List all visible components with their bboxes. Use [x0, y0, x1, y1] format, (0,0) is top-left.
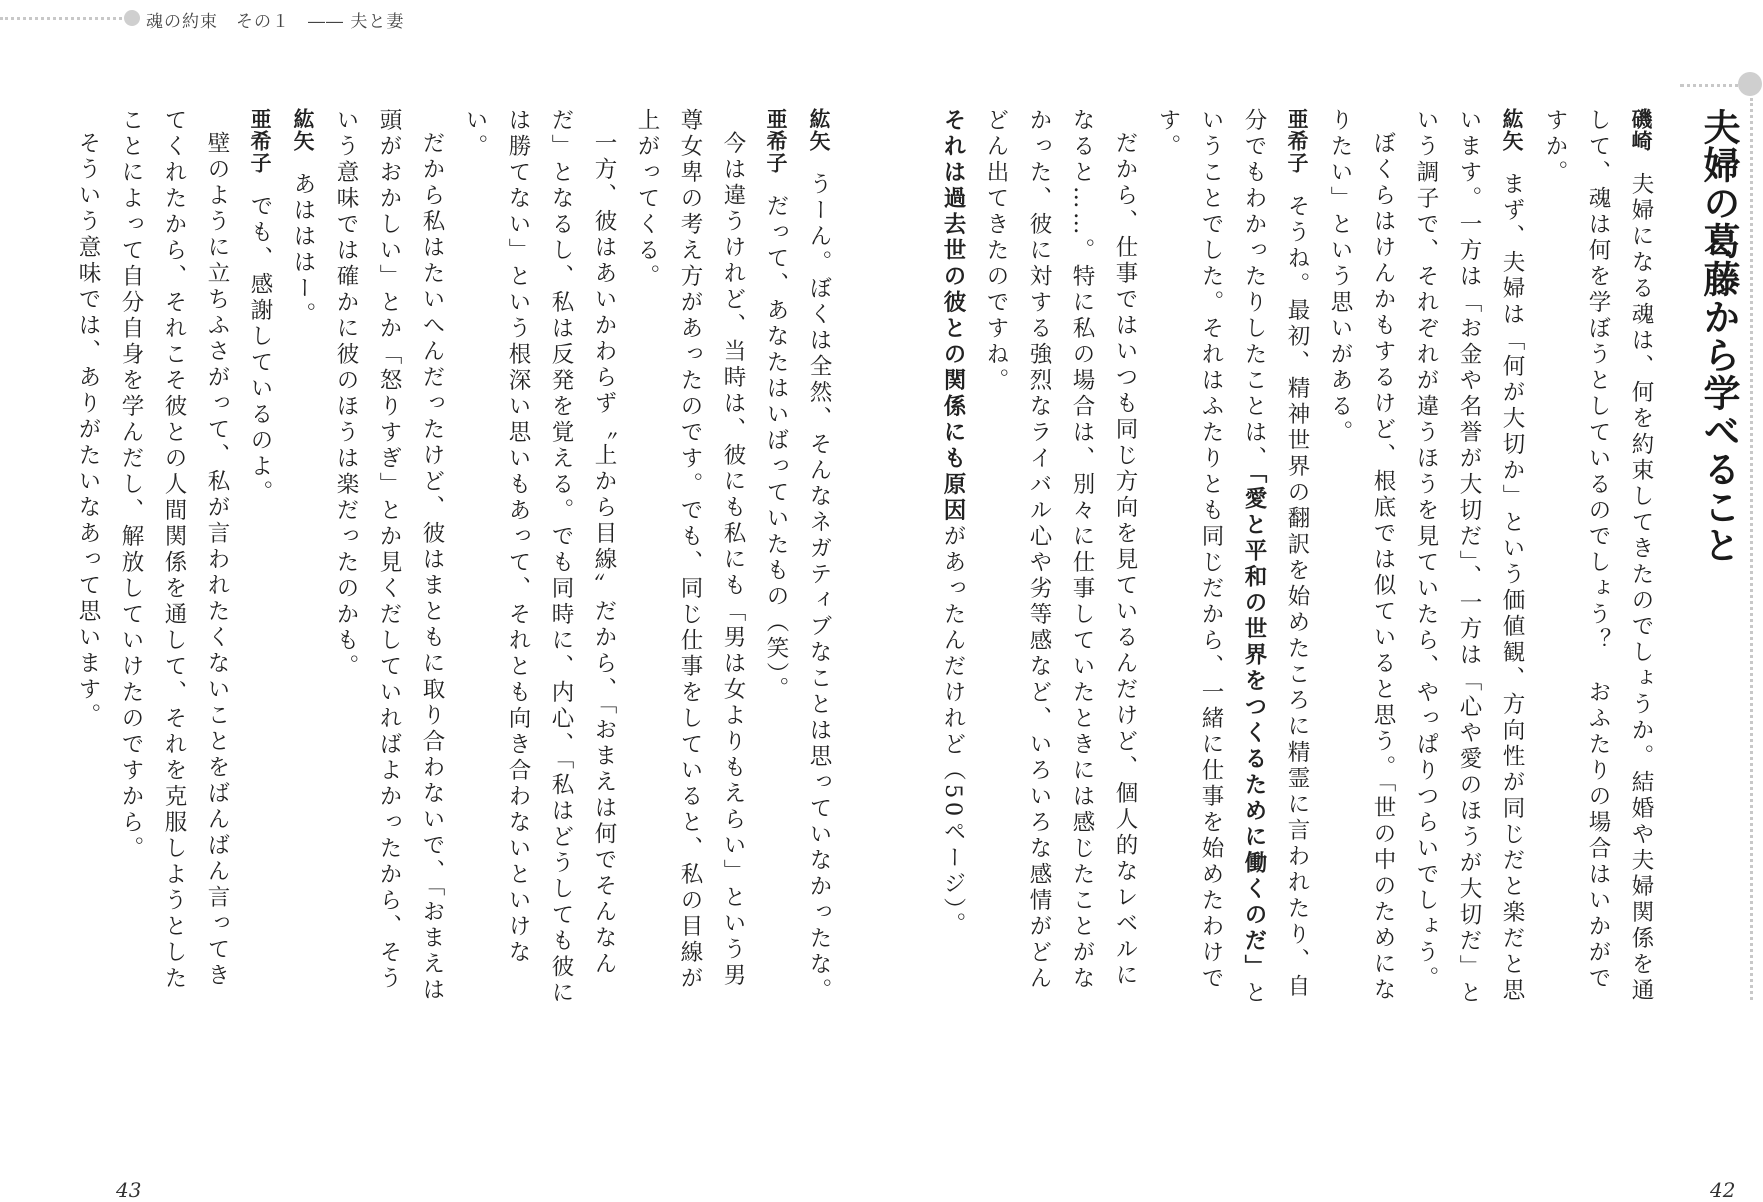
- speaker-label: 亜希子: [1285, 108, 1309, 174]
- speaker-label: 紘矢: [291, 108, 315, 152]
- highlighted-text: 「愛と平和の世界をつくるために働くのだ」: [1241, 472, 1267, 981]
- page-number-right: 42: [1710, 1178, 1736, 1202]
- highlighted-text: それは過去世の彼との関係にも原因: [940, 108, 966, 524]
- paragraph: [931, 108, 974, 1008]
- paragraph: [754, 108, 797, 1008]
- speaker-label: 紘矢: [807, 108, 831, 152]
- page-number-left: 43: [116, 1178, 142, 1202]
- paragraph-text: そういう意味では、ありがたいなあって思います。: [75, 130, 101, 729]
- paragraph-text: 壁のように立ちふさがって、私が言われたくないことをばんばん言ってきてくれたから、それこそ彼との人間関係を通して、それを克服しようとしたことによって自分自身を学んだし、解放していけたのですから。: [118, 108, 230, 992]
- speaker-label: 亜希子: [764, 108, 788, 174]
- paragraph-text: そうね。最初、精神世界の翻訳を始めたころに精霊に言われたり、自分でもわかったりしたことは、: [1241, 108, 1310, 1000]
- paragraph-text: 今は違うけれど、当時は、彼にも私にも「男は女よりもえらい」という男尊女卑の考え方があったのです。でも、同じ仕事をしていると、私の目線が上がってくる。: [634, 108, 746, 992]
- paragraph: [1146, 108, 1318, 1008]
- paragraph-text: あはははー。: [290, 172, 316, 328]
- paragraph-text: ぼくらはけんかもするけど、根底では似ていると思う。「世の中のためになりたい」という思いがある。: [1327, 108, 1396, 1004]
- paragraph: [974, 108, 1146, 1008]
- paragraph-text: まず、夫婦は「何が大切か」という価値観、方向性が同じだと楽だと思います。一方は「お金や名誉が大切だ」、一方は「心や愛のほうが大切だ」という調子で、それぞれが違うほうを見ていたら、やっぱりつらいでしょう。: [1413, 108, 1525, 1007]
- paragraph-text: ということでした。それはふたりとも同じだから、一緒に仕事を始めたわけです。: [1155, 108, 1267, 1007]
- paragraph: [66, 108, 109, 1008]
- speaker-label: 磯崎: [1629, 108, 1653, 152]
- paragraph-text: だって、あなたはいばっていたもの（笑）。: [763, 194, 789, 703]
- speaker-label: 亜希子: [248, 108, 272, 174]
- paragraph: [1404, 108, 1533, 1008]
- section-title: 夫婦の葛藤から学べること: [1697, 108, 1741, 564]
- paragraph-text: うーん。ぼくは全然、そんなネガティブなことは思っていなかったな。: [806, 172, 832, 1004]
- side-dotted-rule: [1750, 98, 1753, 1000]
- speaker-label: 紘矢: [1500, 108, 1524, 152]
- header-dotted-rule: [0, 17, 128, 20]
- header-bullet-icon: [124, 10, 140, 26]
- paragraph: [453, 108, 625, 1008]
- paragraph-text: 夫婦になる魂は、何を約束してきたのでしょうか。結婚や夫婦関係を通して、魂は何を学ぼうとしているのでしょう？ おふたりの場合はいかがですか。: [1542, 108, 1654, 1004]
- running-head: 魂の約束 その１ ―― 夫と妻: [146, 12, 405, 32]
- paragraph-text: だから、仕事ではいつも同じ方向を見ているんだけど、個人的なレベルになると……。特に私の場合は、別々に仕事していたときには感じたことがなかった、彼に対する強烈なライバル心や劣等感など、いろいろな感情がどんどん出てきたのですね。: [983, 108, 1138, 992]
- right-page-text: [940, 108, 1662, 1008]
- title-bullet-icon: [1738, 72, 1762, 96]
- paragraph: [109, 108, 238, 1008]
- paragraph-text: だから私はたいへんだったけど、彼はまともに取り合わないで、「おまえは頭がおかしい」とか「怒りすぎ」とか見くだしていればよかったから、そういう意味では確かに彼のほうは楽だったのかも。: [333, 108, 445, 1004]
- paragraph: [238, 108, 281, 1008]
- paragraph: [281, 108, 324, 1008]
- paragraph: [1533, 108, 1662, 1008]
- title-dotted-rule: [1680, 84, 1746, 87]
- paragraph-text: でも、感謝しているのよ。: [247, 194, 273, 506]
- left-page-text: [75, 108, 840, 1008]
- paragraph: [625, 108, 754, 1008]
- paragraph-text: があったんだけれど（50ページ）。: [940, 524, 966, 939]
- paragraph-text: 一方、彼はあいかわらず〝上から目線〟だから、「おまえは何でそんなんだ」となるし、私は反発を覚える。でも同時に、内心、「私はどうしても彼には勝てない」という根深い思いもあって、それとも向き合わないといけない。: [462, 108, 617, 1007]
- paragraph: [797, 108, 840, 1008]
- paragraph: [324, 108, 453, 1008]
- paragraph: [1318, 108, 1404, 1008]
